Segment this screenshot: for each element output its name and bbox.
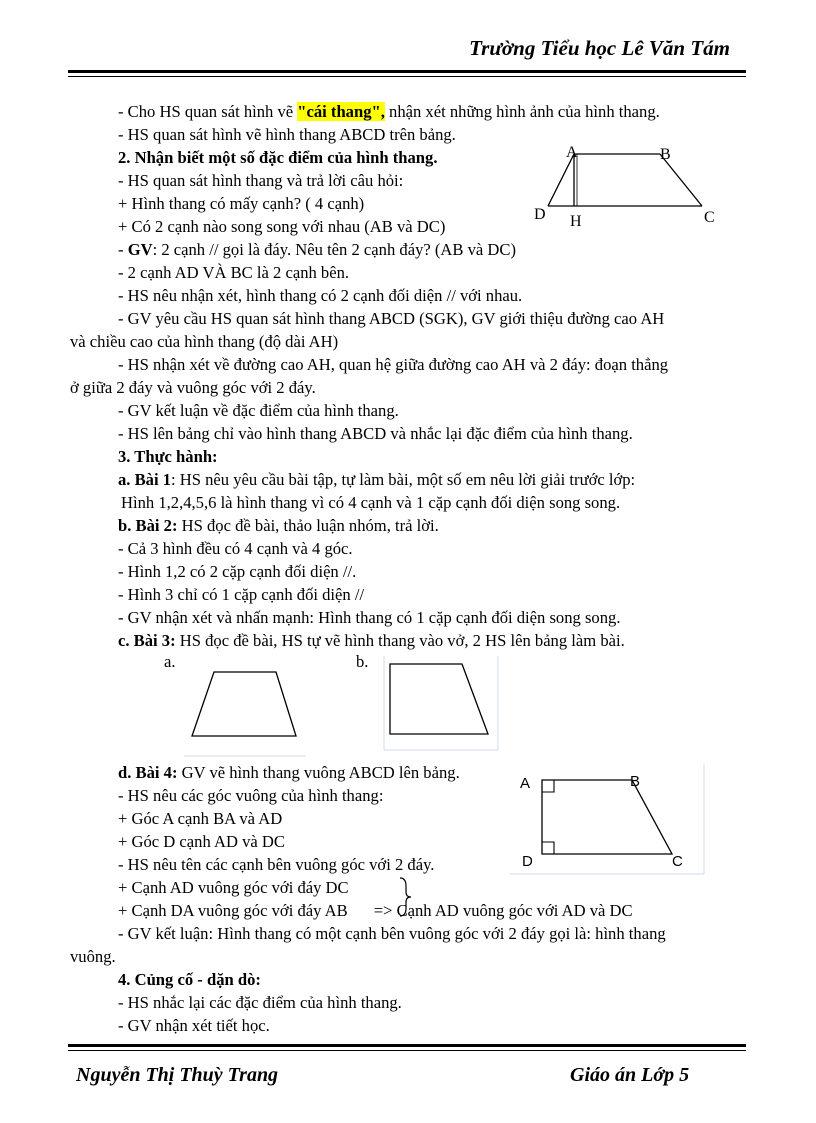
- section-heading: 4. Củng cố - dặn dò:: [118, 970, 261, 989]
- label-b: B: [630, 773, 641, 790]
- line: - HS quan sát hình thang và trả lời câu hỏi:: [118, 171, 404, 190]
- line: + Góc A cạnh BA và AD: [118, 809, 283, 828]
- line: - GV kết luận: Hình thang có một cạnh bên vuông góc với 2 đáy gọi là: hình thang: [118, 924, 666, 943]
- line: + Cạnh DA vuông góc với đáy AB => Cạnh AD vuông góc với AD và DC: [118, 901, 633, 920]
- label-c: C: [704, 209, 715, 226]
- figure-b-label: b.: [356, 652, 369, 671]
- line: + Hình thang có mấy cạnh? ( 4 cạnh): [118, 194, 365, 213]
- line: ở giữa 2 đáy và vuông góc với 2 đáy.: [70, 378, 316, 397]
- line: c. Bài 3: HS đọc đề bài, HS tự vẽ hình thang vào vở, 2 HS lên bảng làm bài.: [118, 631, 625, 650]
- label-a: A: [566, 144, 578, 161]
- lesson-body: [70, 100, 746, 1037]
- label-c: C: [672, 853, 683, 870]
- header-rule-thick: [68, 70, 746, 73]
- line: và chiều cao của hình thang (độ dài AH): [70, 332, 339, 351]
- right-trapezoid-figure: [508, 762, 706, 880]
- line: vuông.: [70, 947, 116, 966]
- line: - HS quan sát hình vẽ hình thang ABCD trên bảng.: [118, 125, 456, 144]
- line: - Hình 1,2 có 2 cặp cạnh đối diện //.: [118, 562, 357, 581]
- line: - HS nêu các góc vuông của hình thang:: [118, 786, 384, 805]
- label-d: D: [522, 853, 533, 870]
- label-h: H: [570, 213, 582, 230]
- line: + Góc D cạnh AD và DC: [118, 832, 285, 851]
- line: - GV yêu cầu HS quan sát hình thang ABCD (SGK), GV giới thiệu đường cao AH: [118, 309, 665, 328]
- section-heading: 2. Nhận biết một số đặc điểm của hình thang.: [118, 148, 438, 167]
- trapezoid-abcd-figure: [530, 140, 730, 232]
- line: - HS nêu nhận xét, hình thang có 2 cạnh đối diện // với nhau.: [118, 286, 523, 305]
- line: + Có 2 cạnh nào song song với nhau (AB và DC): [118, 217, 446, 236]
- document-subject: Giáo án Lớp 5: [570, 1064, 690, 1086]
- trapezoid-b-figure: [380, 654, 504, 754]
- line: - 2 cạnh AD VÀ BC là 2 cạnh bên.: [118, 263, 350, 282]
- line: b. Bài 2: HS đọc đề bài, thảo luận nhóm, trả lời.: [118, 516, 439, 535]
- edge-ad: [548, 154, 574, 206]
- line: - HS nhận xét về đường cao AH, quan hệ giữa đường cao AH và 2 đáy: đoạn thẳng: [118, 355, 669, 374]
- line: - HS nêu tên các cạnh bên vuông góc với 2 đáy.: [118, 855, 435, 874]
- line: d. Bài 4: GV vẽ hình thang vuông ABCD lên bảng.: [118, 763, 460, 782]
- line: - GV kết luận về đặc điểm của hình thang.: [118, 401, 399, 420]
- trapezoid-a-figure: [180, 664, 310, 760]
- line: - Hình 3 chỉ có 1 cặp cạnh đối diện //: [118, 585, 365, 604]
- highlighted-term: "cái thang",: [297, 102, 385, 121]
- line: a. Bài 1: HS nêu yêu cầu bài tập, tự làm bài, một số em nêu lời giải trước lớp:: [118, 470, 636, 489]
- label-d: D: [534, 206, 546, 223]
- line: - GV nhận xét tiết học.: [118, 1016, 270, 1035]
- label-a: A: [520, 775, 531, 792]
- line: Hình 1,2,4,5,6 là hình thang vì có 4 cạnh và 1 cặp cạnh đối diện song song.: [121, 493, 621, 512]
- line: - Cả 3 hình đều có 4 cạnh và 4 góc.: [118, 539, 353, 558]
- header-rule-thin: [68, 76, 746, 77]
- line: - Cho HS quan sát hình vẽ "cái thang", nhận xét những hình ảnh của hình thang.: [118, 102, 660, 121]
- footer-rule-thick: [68, 1044, 746, 1047]
- line: - HS lên bảng chỉ vào hình thang ABCD và nhắc lại đặc điểm của hình thang.: [118, 424, 633, 443]
- line: - GV: 2 cạnh // gọi là đáy. Nêu tên 2 cạnh đáy? (AB và DC): [118, 240, 516, 259]
- footer-rule-thin: [68, 1050, 746, 1051]
- line: - GV nhận xét và nhấn mạnh: Hình thang có 1 cặp cạnh đối diện song song.: [118, 608, 621, 627]
- school-header: Trường Tiểu học Lê Văn Tám: [469, 36, 730, 60]
- section-heading: 3. Thực hành:: [118, 447, 218, 466]
- label-b: B: [660, 146, 671, 163]
- right-brace: [398, 876, 412, 918]
- line: - HS nhắc lại các đặc điểm của hình thang.: [118, 993, 402, 1012]
- figure-a-label: a.: [164, 652, 176, 671]
- author-name: Nguyễn Thị Thuỳ Trang: [76, 1064, 279, 1086]
- line: + Cạnh AD vuông góc với đáy DC: [118, 878, 349, 897]
